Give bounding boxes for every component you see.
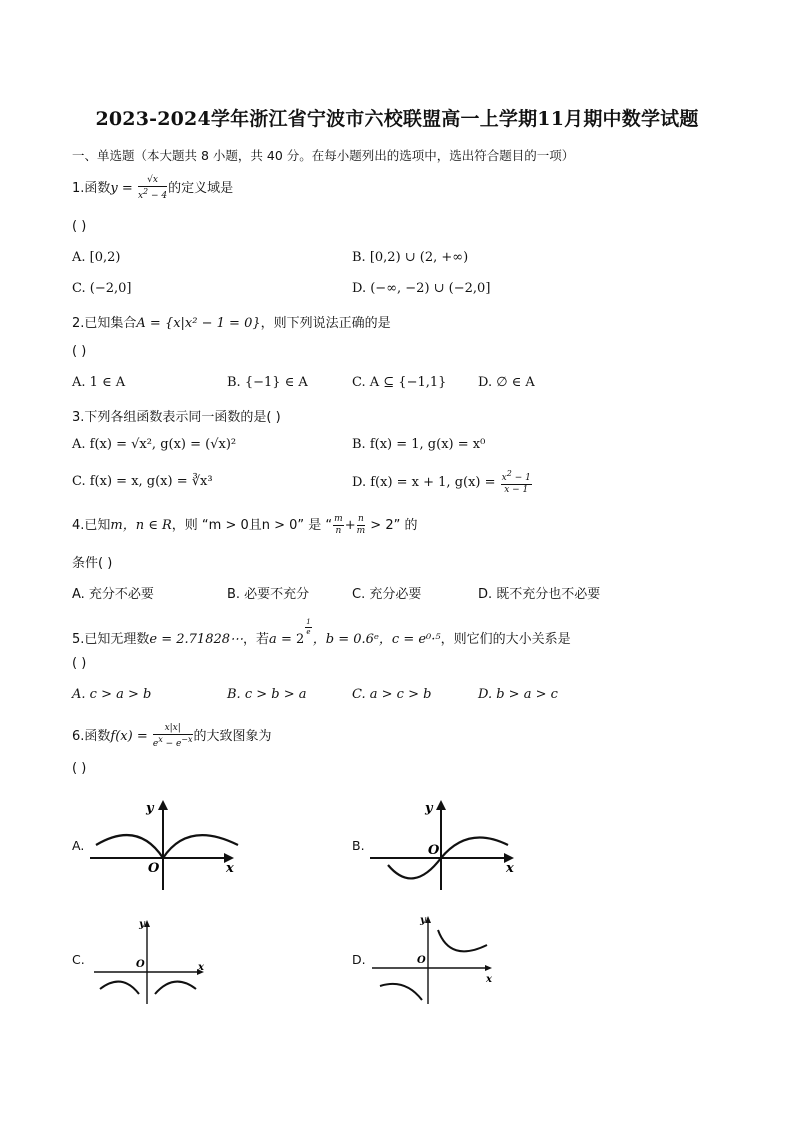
graph-d-x-label: x [486,974,492,985]
q3-option-c[interactable]: C. f(x) = x, g(x) = ∛x³ [72,474,213,489]
q4-option-c[interactable]: C. 充分必要 [352,587,422,602]
q6-option-c[interactable]: C. [72,952,85,967]
graph-b[interactable] [368,790,528,895]
q3-d-fraction: $\frac{x2 - 1}{x - 1}$ [501,469,531,495]
q4-line2: 条件( ) [72,556,113,571]
question-2 [72,312,391,331]
page-title: 2023-2024学年浙江省宁波市六校联盟高一上学期11月期中数学试题 [95,108,699,130]
q6-fraction: $\frac{x|x|}{ex - e-x}$ [152,723,193,749]
graph-d-y-label: y [420,915,426,926]
graph-c-y-arrow [144,920,150,927]
graph-a-curve [96,835,238,858]
q1-option-d[interactable]: D. (−∞, −2) ∪ (−2,0] [352,281,491,296]
graph-a[interactable] [88,790,248,895]
q6-option-b[interactable]: B. [352,838,365,853]
graph-b-x-label: x [506,861,514,876]
q5-option-c[interactable]: C. a > c > b [352,687,432,702]
graph-a-y-arrow [158,800,168,810]
q4-prefix: 4.已知 [72,518,111,533]
graph-d-origin-label: O [417,955,426,966]
q5-suffix: ，则它们的大小关系是 [440,632,571,647]
graph-c[interactable] [92,912,217,1007]
question-6 [72,724,272,749]
q4-vars: m，n ∈ R [110,518,172,533]
q2-option-c[interactable]: C. A ⊆ {−1,1} [352,375,447,390]
question-4: 4.已知m，n ∈ R，则 “m > 0且n > 0” 是 “ $\frac{m}{n}$ + $\frac{n}{m}$ > 2” 的 [72,514,418,536]
q4-frac-n-m: $\frac{n}{m}$ [356,514,366,536]
graph-d[interactable] [370,908,505,1008]
q6-option-a[interactable]: A. [72,838,85,853]
q6-fx: f(x) = [110,729,152,744]
q3-d-prefix: D. f(x) = x + 1, g(x) = [352,475,500,490]
graph-b-origin-label: O [428,843,440,858]
q4-frac-m-n: $\frac{m}{n}$ [334,514,343,536]
q6-prefix: 6.函数 [72,729,111,744]
q4-option-d[interactable]: D. 既不充分也不必要 [478,587,601,602]
q2-set: A = {x|x² − 1 = 0} [136,316,261,331]
q2-option-a[interactable]: A. 1 ∈ A [72,375,126,390]
q3-option-a[interactable]: A. f(x) = √x², g(x) = (√x)² [72,437,237,452]
q2-suffix: ，则下列说法正确的是 [260,316,391,331]
graph-b-y-label: y [425,801,433,816]
q4-ineq-tail: > 2” 的 [366,518,418,533]
graph-c-y-label: y [139,919,145,930]
q1-prefix: 1.函数 [72,181,111,196]
section-heading: 一、单选题（本大题共 8 小题，共 40 分。在每小题列出的选项中，选出符合题目的一项） [72,148,575,163]
q5-b-def: ，b = 0.6ᵉ，c = e⁰·⁵ [312,632,441,647]
question-3: 3.下列各组函数表示同一函数的是( ) [72,410,281,425]
graph-a-origin-label: O [148,861,160,876]
q5-option-a[interactable]: A. c > a > b [72,687,152,702]
question-1: 1.函数y = $\frac{√x}{x2 - 4}$ 的定义域是 [72,175,234,201]
q3-option-d[interactable] [352,470,533,495]
q2-option-b[interactable]: B. {−1} ∈ A [227,375,308,390]
q5-mid: ，若 [243,632,270,647]
graph-d-right-branch [438,930,487,951]
q6-answer-paren: ( ) [72,761,87,776]
q4-mid: ，则 “m > 0且n > 0” 是 “ [171,518,333,533]
q1-option-c[interactable]: C. (−2,0] [72,281,132,296]
graph-a-y-label: y [146,801,154,816]
q5-answer-paren: ( ) [72,656,87,671]
q5-e-value: e = 2.71828⋯ [149,632,244,647]
graph-b-y-arrow [436,800,446,810]
question-5: 5.已知无理数e = 2.71828⋯，若a = 2 $\frac{1}{e}$ ，b = 0.6ᵉ，c = e⁰·⁵，则它们的大小关系是 [72,618,571,647]
graph-d-x-arrow [485,965,492,971]
graph-c-x-label: x [198,962,204,973]
q1-suffix: 的定义域是 [168,181,234,196]
graph-c-left-branch [100,982,139,994]
q1-option-a[interactable]: A. [0,2) [72,250,121,265]
q2-prefix: 2.已知集合 [72,316,137,331]
q5-option-d[interactable]: D. b > a > c [478,687,558,702]
graph-d-left-branch [380,984,422,1000]
q5-prefix: 5.已知无理数 [72,632,150,647]
q5-exponent: $\frac{1}{e}$ [306,618,311,636]
q3-option-b[interactable]: B. f(x) = 1, g(x) = x⁰ [352,437,486,452]
q1-option-b[interactable]: B. [0,2) ∪ (2, +∞) [352,250,469,265]
q4-option-b[interactable]: B. 必要不充分 [227,587,310,602]
graph-c-right-branch [155,982,196,994]
q4-option-a[interactable]: A. 充分不必要 [72,587,154,602]
q1-formula: $\frac{√x}{x2 - 4}$ [137,175,168,201]
q6-option-d[interactable]: D. [352,952,366,967]
q2-option-d[interactable]: D. ∅ ∈ A [478,375,535,390]
graph-d-y-arrow [425,916,431,923]
q2-answer-paren: ( ) [72,344,87,359]
graph-a-x-label: x [226,861,234,876]
q6-suffix: 的大致图象为 [193,729,272,744]
q5-option-b[interactable]: B. c > b > a [227,687,307,702]
graph-c-origin-label: O [136,959,145,970]
q1-answer-paren: ( ) [72,219,87,234]
